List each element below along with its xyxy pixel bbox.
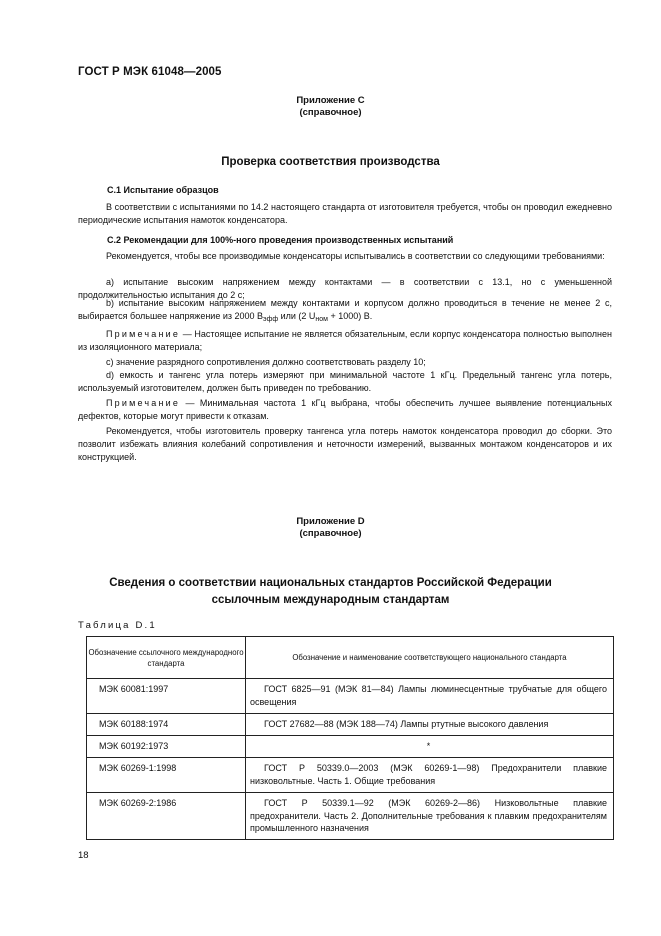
table-row xyxy=(87,736,614,758)
item-d: d) емкость и тангенс угла потерь измеряют при минимальной частоте 1 кГц. Предельный тангенс угла потерь, используемый изготовителем, должен быть приведен по требованию. xyxy=(78,370,612,394)
table-cell-desc: * xyxy=(246,736,614,758)
item-b-subscript-eff: эфф xyxy=(263,316,279,324)
table-cell-code: МЭК 60269-1:1998 xyxy=(87,758,246,793)
table-cell-desc: ГОСТ Р 50339.1—92 (МЭК 60269-2—86) Низковольтные плавкие предохранители. Часть 2. Дополнительные требования к плавким предохранителям промышленного назначения xyxy=(246,793,614,840)
table-cell-code: МЭК 60269-2:1986 xyxy=(87,793,246,840)
note-2 xyxy=(78,397,612,423)
annex-d-title: Приложение D xyxy=(296,516,365,527)
annex-d-heading xyxy=(0,575,661,609)
item-a: a) испытание высоким напряжением между контактами — в соответствии с 13.1, но с уменьшенной продолжительностью испытания до 2 с; xyxy=(78,277,612,301)
item-b-text-3: + 1000) В. xyxy=(328,311,373,322)
item-b-subscript-nom: ном xyxy=(315,316,328,324)
table-row xyxy=(87,793,614,840)
annex-c-subtitle: (справочное) xyxy=(299,107,362,118)
note-1 xyxy=(78,328,612,354)
document-header: ГОСТ Р МЭК 61048—2005 xyxy=(78,66,222,78)
table-cell-code: МЭК 60081:1997 xyxy=(87,679,246,714)
annex-d-label xyxy=(0,516,661,540)
closing-paragraph: Рекомендуется, чтобы изготовитель проверку тангенса угла потерь намоток конденсатора проводил до сборки. Это позволит избежать влияния колебаний сопротивления и неточности измерений, вызванных монтажом конденсаторов и их конструкцией. xyxy=(78,426,612,463)
table-header-row xyxy=(87,637,614,679)
note-2-text: — Минимальная частота 1 кГц выбрана, чтобы обеспечить лучшее выявление потенциальных дефектов, которые могут привести к отказам. xyxy=(78,398,612,422)
item-c: c) значение разрядного сопротивления должно соответствовать разделу 10; xyxy=(106,357,426,367)
note-1-text: — Настоящее испытание не является обязательным, если корпус конденсатора полностью выполнен из изоляционного материала; xyxy=(78,329,612,353)
note-1-label: Примечание xyxy=(106,329,181,339)
table-row xyxy=(87,758,614,793)
c1-heading: С.1 Испытание образцов xyxy=(107,185,219,195)
item-b-text-2: или (2 U xyxy=(278,311,316,322)
note-2-label: Примечание xyxy=(106,398,181,408)
table-row xyxy=(87,679,614,714)
item-b-text: b) испытание высоким напряжением между контактами и корпусом должно проводиться в течение не менее 2 с, выбирается большее напряжение из 2000 В xyxy=(78,298,612,322)
column-header-international: Обозначение ссылочного международного стандарта xyxy=(87,637,246,679)
page-number: 18 xyxy=(78,850,89,861)
table-cell-code: МЭК 60188:1974 xyxy=(87,714,246,736)
c2-heading: С.2 Рекомендации для 100%-ного проведения производственных испытаний xyxy=(107,235,454,245)
annex-d-heading-line2: ссылочным международным стандартам xyxy=(211,594,450,606)
item-b xyxy=(78,297,612,323)
c1-text: В соответствии с испытаниями по 14.2 настоящего стандарта от изготовителя требуется, чтобы он проводил ежедневно периодические испытания намоток конденсатора. xyxy=(78,202,612,226)
table-cell-desc: ГОСТ 6825—91 (МЭК 81—84) Лампы люминесцентные трубчатые для общего освещения xyxy=(246,679,614,714)
reference-table xyxy=(86,636,614,840)
table-cell-code: МЭК 60192:1973 xyxy=(87,736,246,758)
c2-intro: Рекомендуется, чтобы все производимые конденсаторы испытывались в соответствии со следующими требованиями: xyxy=(106,251,605,261)
column-header-national: Обозначение и наименование соответствующего национального стандарта xyxy=(246,637,614,679)
annex-c-title: Приложение С xyxy=(296,95,365,106)
annex-c-heading: Проверка соответствия производства xyxy=(221,156,440,168)
table-cell-desc: ГОСТ Р 50339.0—2003 (МЭК 60269-1—98) Предохранители плавкие низковольтные. Часть 1. Общие требования xyxy=(246,758,614,793)
annex-d-heading-line1: Сведения о соответствии национальных стандартов Российской Федерации xyxy=(109,577,552,589)
table-row xyxy=(87,714,614,736)
annex-d-subtitle: (справочное) xyxy=(299,528,362,539)
table-caption: Таблица D.1 xyxy=(78,620,157,631)
table-cell-desc: ГОСТ 27682—88 (МЭК 188—74) Лампы ртутные высокого давления xyxy=(246,714,614,736)
annex-c-label xyxy=(0,95,661,119)
